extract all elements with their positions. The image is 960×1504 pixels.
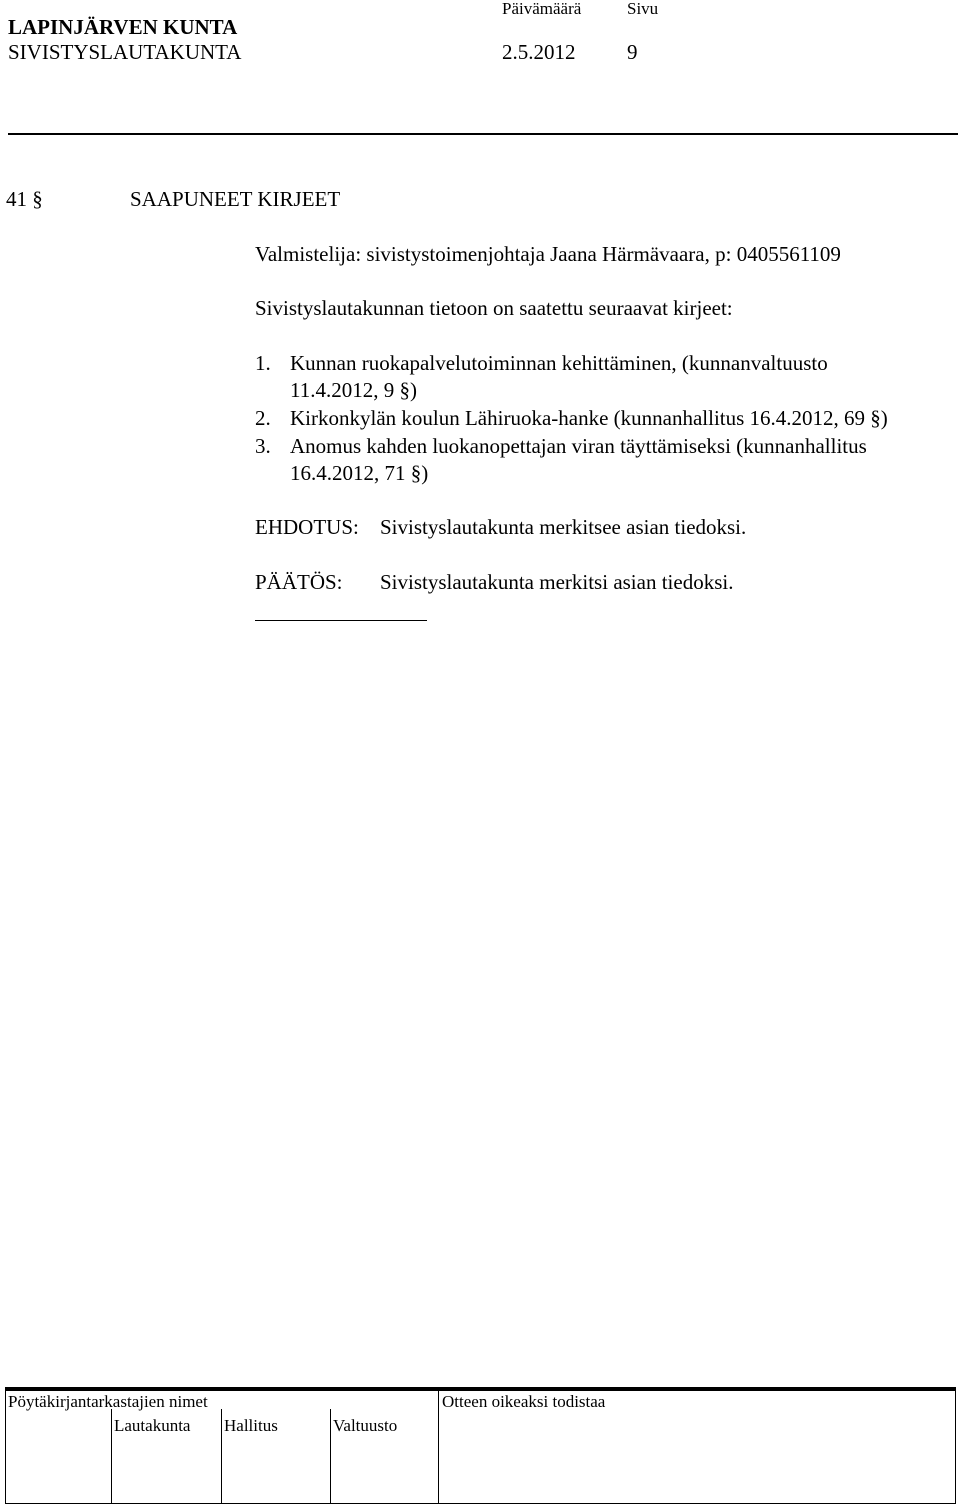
proposal-label: EHDOTUS: [255,515,359,539]
column-divider [221,1409,222,1503]
list-item-continuation: 11.4.2012, 9 §) [290,378,417,402]
list-item-text: Anomus kahden luokanopettajan viran täyttämiseksi (kunnanhallitus [290,434,867,458]
signature-box-top-border [6,1388,955,1391]
list-item-text: Kunnan ruokapalvelutoiminnan kehittäminen, (kunnanvaltuusto [290,351,828,375]
organization-unit: SIVISTYSLAUTAKUNTA [8,40,242,64]
page-number: 9 [627,40,638,64]
proposal-text: Sivistyslautakunta merkitsee asian tiedoksi. [380,515,747,539]
date-label: Päivämäärä [502,0,582,18]
organization-name: LAPINJÄRVEN KUNTA [8,15,238,39]
column-divider [330,1409,331,1503]
intro-paragraph: Sivistyslautakunnan tietoon on saatettu seuraavat kirjeet: [255,296,733,320]
signature-box [5,1387,956,1504]
section-number: 41 § [6,187,43,211]
section-title: SAAPUNEET KIRJEET [130,187,341,211]
list-item-number: 3. [255,434,271,458]
decision-label: PÄÄTÖS: [255,570,343,594]
certify-label: Otteen oikeaksi todistaa [442,1392,606,1411]
date-value: 2.5.2012 [502,40,576,64]
section-end-divider [255,620,427,621]
decision-text: Sivistyslautakunta merkitsi asian tiedoksi. [380,570,734,594]
page-label: Sivu [627,0,659,18]
column-hallitus: Hallitus [224,1416,278,1435]
list-item-number: 1. [255,351,271,375]
list-item-text: Kirkonkylän koulun Lähiruoka-hanke (kunnanhallitus 16.4.2012, 69 §) [290,406,888,430]
checkers-label: Pöytäkirjantarkastajien nimet [8,1392,208,1411]
column-lautakunta: Lautakunta [114,1416,191,1435]
preparer-line: Valmistelija: sivistystoimenjohtaja Jaana Härmävaara, p: 0405561109 [255,242,841,266]
header-divider [8,133,958,135]
column-divider [438,1388,439,1503]
list-item-number: 2. [255,406,271,430]
column-divider [111,1409,112,1503]
list-item-continuation: 16.4.2012, 71 §) [290,461,429,485]
column-valtuusto: Valtuusto [333,1416,398,1435]
